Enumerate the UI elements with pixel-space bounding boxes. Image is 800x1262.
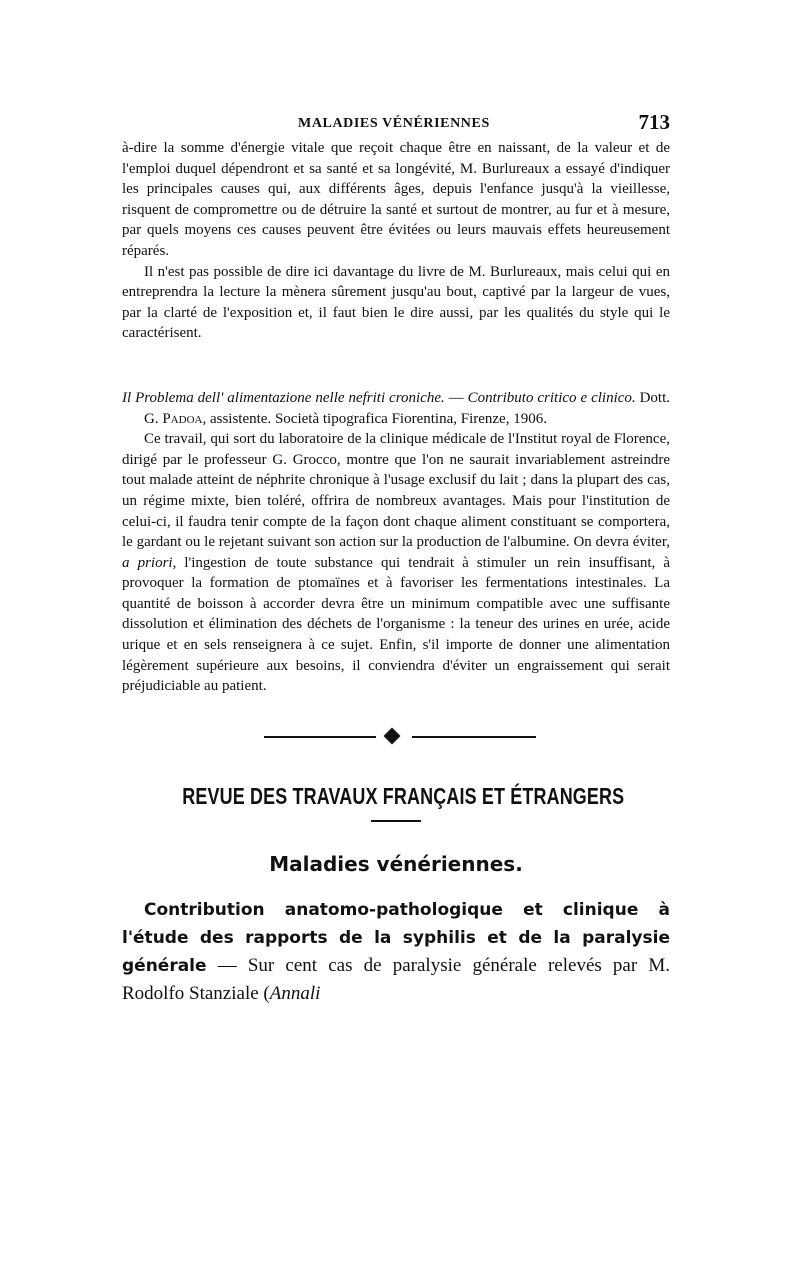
reference-title: Il Problema dell' alimentazione nelle nefriti croniche.: [122, 389, 445, 406]
running-head: [122, 108, 670, 138]
article-title-text: — Sur cent cas de paralysie générale relevés par M. Rodolfo Stanziale (: [122, 954, 670, 1004]
review-text: Ce travail, qui sort du laboratoire de la clinique médicale de l'Institut royal de Florence, dirigé par le professeur G. Grocco, montre que l'on ne saurait invariablement astreindre tout malade atteint de néphrite chronique à l'usage exclusif du lait ; dans la plupart des cas, un régime mixte, bien toléré, offrira de nombreux avantages. Mais pour l'institution de celui-ci, il faudra tenir compte de la façon dont chaque aliment constituant se comportera, le gardant ou le rejetant suivant son action sur la production de l'albumine. On devra éviter,: [122, 431, 670, 551]
previous-review-continuation: [122, 138, 670, 344]
bibliographic-reference: [122, 388, 670, 429]
page-number: 713: [638, 110, 670, 134]
heading-rule: [371, 820, 421, 822]
paragraph: Il n'est pas possible de dire ici davantage du livre de M. Burlureaux, mais celui qui en entreprendra la lecture la mènera sûrement jusqu'au bout, captivé par la largeur de vues, par la clarté de l'exposition et, il faut bien le dire aussi, par les qualités du style qui le caractérisent.: [122, 263, 670, 342]
reference-dash: —: [444, 389, 468, 406]
subsection-heading: Maladies vénériennes.: [269, 851, 523, 876]
article-title-italic: Annali: [269, 982, 321, 1004]
page: [122, 108, 670, 1007]
review-body: [122, 429, 670, 697]
article-title: [122, 896, 670, 1007]
ornament-line: [412, 736, 536, 738]
running-title: MALADIES VÉNÉRIENNES: [298, 116, 490, 131]
reference-author: Padoa: [162, 410, 203, 427]
article-title-bold: Contribution anatomo-pathologique et clinique à l'étude des rapports de la syphilis et de la paralysie générale: [122, 899, 670, 976]
diamond-icon: [384, 727, 401, 744]
paragraph: à-dire la somme d'énergie vitale que reçoit chaque être en naissant, de la valeur et de l'emploi duquel dépendront et sa santé et sa longévité, M. Burlureaux a essayé d'indiquer les principales causes qui, aux différents âges, depuis l'enfance jusqu'à la vieillesse, risquent de compromettre ou de détruire la santé et surtout de montrer, au fur et à mesure, par quels moyens ces causes peuvent être évitées ou leurs mauvais effets heureusement réparés.: [122, 140, 670, 259]
ornament-line: [264, 736, 376, 738]
reference-text: Dott. G.: [144, 389, 671, 427]
review-italic-phrase: a priori: [122, 554, 173, 571]
reference-publisher: , assistente. Società tipografica Fiorentina, Firenze, 1906.: [202, 410, 547, 427]
section-ornament: [122, 727, 670, 747]
section-heading: REVUE DES TRAVAUX FRANÇAIS ET ÉTRANGERS: [182, 782, 625, 809]
review-text: , l'ingestion de toute substance qui tendrait à stimuler un rein insuffisant, à provoquer la formation de ptomaïnes et à favoriser les fermentations intestinales. La quantité de boisson à accorder devra être un minimum compatible avec une suffisante dissolution et élimination des déchets de l'organisme : la teneur des urines en urée, acide urique et en sels renseignera à ce sujet. Enfin, s'il importe de donner une alimentation légèrement supérieure aux besoins, il conviendra d'éviter un engraissement qui serait préjudiciable au patient.: [122, 554, 670, 695]
book-review: [122, 388, 670, 697]
reference-subtitle: Contributo critico e clinico.: [467, 389, 636, 406]
